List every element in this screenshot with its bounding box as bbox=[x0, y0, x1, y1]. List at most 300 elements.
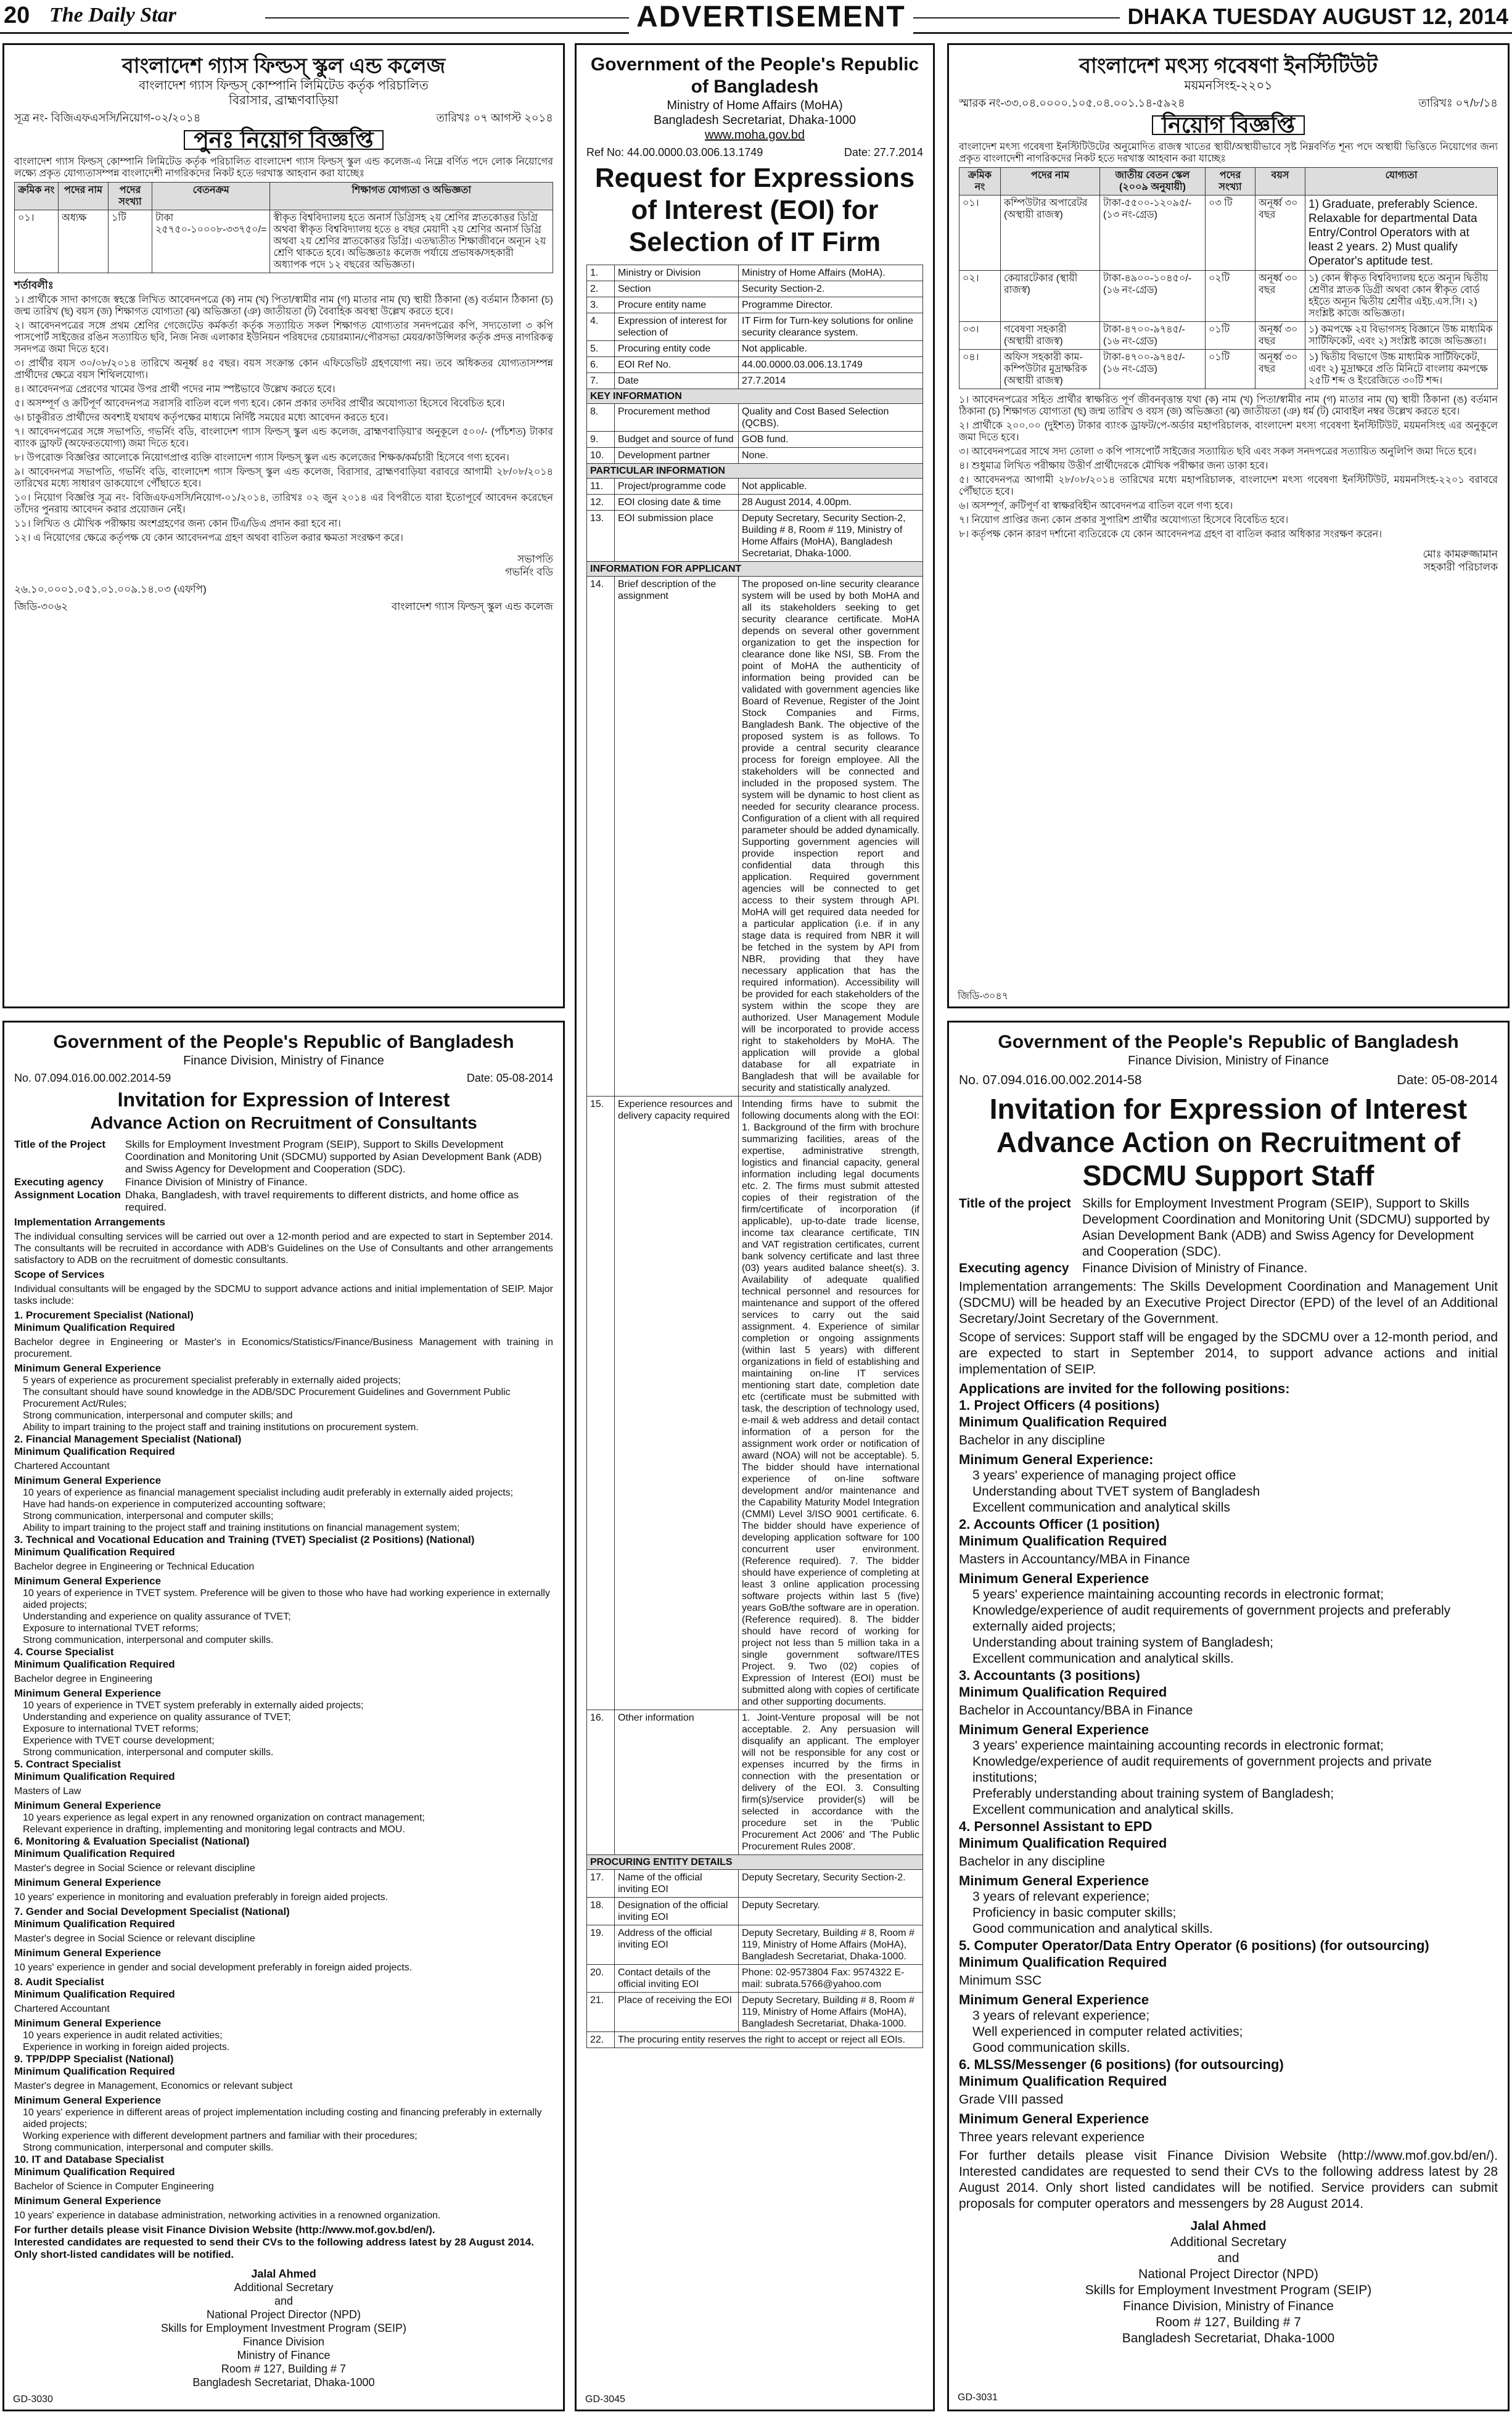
list-item: 10 years of experience as financial management specialist including audit preferably in externally aided projects; bbox=[23, 1488, 514, 1498]
list-item: Have had hands-on experience in computerized accounting software; bbox=[23, 1499, 326, 1510]
cell: EOI closing date & time bbox=[615, 495, 739, 511]
section-heading: Implementation Arrangements bbox=[14, 1216, 165, 1228]
ad-ref: স্মারক নং-৩৩.০৪.০০০০.১০৫.০৪.০০১.১৪-৫৯২৪ bbox=[959, 97, 1185, 109]
col-header: বয়স bbox=[1255, 168, 1305, 195]
cell: Programme Director. bbox=[739, 297, 923, 313]
col-header: পদের নাম bbox=[1001, 168, 1100, 195]
section-heading: Minimum General Experience bbox=[959, 1571, 1149, 1586]
cell: Date bbox=[615, 373, 739, 389]
section-heading: 1. Procurement Specialist (National) bbox=[14, 1309, 194, 1321]
section-heading: Minimum Qualification Required bbox=[959, 2073, 1167, 2089]
section-heading: Minimum General Experience bbox=[14, 1947, 162, 1959]
term-item: ২। প্রার্থীকে ২০০.০০ (দুইশত) টাকার ব্যাংক ড্রাফট/পে-অর্ডার মহাপরিচালক, বাংলাদেশ মৎস্য গবেষণা ইনস্টিটিউট, ময়মনসিংহ এর অনুকূলে জমা দিতে হবে। bbox=[959, 421, 1498, 443]
table-row bbox=[587, 357, 923, 373]
cell: ০৪। bbox=[959, 350, 1001, 389]
body-text: Bachelor of Science in Computer Engineering bbox=[14, 2181, 214, 2192]
table-row bbox=[587, 432, 923, 448]
cell: Procurement method bbox=[615, 404, 739, 432]
list-item: Strong communication, interpersonal and computer skills; and bbox=[23, 1410, 293, 1421]
section-heading: Minimum General Experience bbox=[959, 1873, 1149, 1888]
body-text: 10 years' experience in gender and social development preferably in foreign aided projects. bbox=[14, 1962, 413, 1973]
cell: ১) কোন স্বীকৃত বিশ্ববিদ্যালয় হতে অন্যূন দ্বিতীয় শ্রেণীর স্নাতক ডিগ্রী অথবা কোন স্বীকৃত বোর্ড হইতে অন্যূন দ্বিতীয় শ্রেণীর এইচ.এস.সি। ২) সংশ্লিষ্ট কাজে অভিজ্ঞতা। bbox=[1305, 271, 1498, 322]
table-row bbox=[587, 297, 923, 313]
section-heading: Minimum General Experience bbox=[959, 2111, 1149, 2126]
cell: 12. bbox=[587, 495, 615, 511]
col-header: ক্রমিক নং bbox=[959, 168, 1001, 195]
cell: ০৩। bbox=[959, 322, 1001, 350]
section-heading: Minimum General Experience bbox=[14, 2094, 162, 2106]
section-heading: Minimum General Experience bbox=[14, 1575, 162, 1587]
cell: 44.00.0000.03.006.13.1749 bbox=[739, 357, 923, 373]
body-text: Bachelor degree in Engineering or Master's in Economics/Statistics/Finance/Business Management with training in procurement. bbox=[14, 1337, 553, 1359]
body-text: 10 years' experience in monitoring and evaluation preferably in foreign aided projects. bbox=[14, 1892, 388, 1903]
section-heading: Minimum Qualification Required bbox=[959, 1954, 1167, 1970]
cell: GOB fund. bbox=[739, 432, 923, 448]
cell: Procuring entity code bbox=[615, 341, 739, 357]
signature-block bbox=[959, 2218, 1498, 2347]
page-number: 20 bbox=[4, 2, 30, 28]
body-text: The individual consulting services will be carried out over a 12-month period and are expected to start in September 2014. The consultants will be recruited in accordance with ADB's Guidelines on the Use of Consultants and other arrangements satisfactory to ADB on the recruitment of domestic consultants. bbox=[14, 1232, 553, 1266]
section-heading: Minimum General Experience bbox=[959, 1992, 1149, 2007]
col-header: যোগ্যতা bbox=[1305, 168, 1498, 195]
section-heading: 7. Gender and Social Development Specialist (National) bbox=[14, 1906, 290, 1917]
cell: ০৩ টি bbox=[1206, 195, 1255, 271]
gd-number: GD-3031 bbox=[958, 2392, 998, 2403]
body-text: Scope of services: Support staff will be engaged by the SDCMU over a 12-month period, and are expected to start in September 2014, to support advance actions and initial implementation of SEIP. bbox=[959, 1330, 1498, 1377]
cell: Brief description of the assignment bbox=[615, 577, 739, 1097]
ad-org: বাংলাদেশ মৎস্য গবেষণা ইনস্টিটিউট bbox=[1079, 54, 1378, 78]
term-item: ৩। প্রার্থীর বয়স ৩০/০৮/২০১৪ তারিখে অনূর্ধ্ব ৪৫ বছর। বয়স সংক্রান্ত কোন এফিডেভিট গ্রহণযোগ্য নয়। তবে অধিকতর যোগ্যতাসম্পন্ন প্রার্থীদের ক্ষেত্রে বয়স শিথিলযোগ্য। bbox=[14, 358, 553, 381]
cell: Deputy Secretary, Building # 8, Room # 119, Ministry of Home Affairs (MoHA), Bangladesh Secretariat, Dhaka-1000. bbox=[739, 1925, 923, 1965]
section-header: INFORMATION FOR APPLICANT bbox=[587, 562, 923, 577]
section-title: ADVERTISEMENT bbox=[629, 0, 913, 34]
section-heading: For further details please visit Finance Division Website (http://www.mof.gov.bd/en/). bbox=[14, 2224, 435, 2236]
body-text: For further details please visit Finance Division Website (http://www.mof.gov.bd/en/). Interested candidates are requested to send their CVs to the following address latest by 28 August 2014. Only short listed candidates will be notified. Service providers can submit proposals for computer operators and messengers by 28 August 2014. bbox=[959, 2149, 1498, 2211]
signature-line: Bangladesh Secretariat, Dhaka-1000 bbox=[192, 2376, 375, 2389]
list-item: Excellent communication and analytical skills. bbox=[972, 1803, 1234, 1817]
section-heading: Minimum General Experience bbox=[959, 1722, 1149, 1737]
section-heading: Interested candidates are requested to send their CVs to the following address latest by 28 August 2014. Only short-listed candidates will be notified. bbox=[14, 2236, 534, 2260]
table-row bbox=[587, 2032, 923, 2048]
cell: 6. bbox=[587, 357, 615, 373]
cell: ০২। bbox=[959, 271, 1001, 322]
ad-title: পুনঃ নিয়োগ বিজ্ঞপ্তি bbox=[184, 130, 383, 150]
section-heading: Applications are invited for the following positions: bbox=[959, 1381, 1290, 1396]
cell: 3. bbox=[587, 297, 615, 313]
terms-title: শর্তাবলীঃ bbox=[14, 279, 54, 291]
cell: অধ্যক্ষ bbox=[59, 210, 109, 273]
cell: 17. bbox=[587, 1870, 615, 1898]
cell: EOI submission place bbox=[615, 511, 739, 562]
cell: 4. bbox=[587, 313, 615, 341]
vacancy-table bbox=[959, 167, 1498, 389]
cell: ০১টি bbox=[1206, 350, 1255, 389]
section-heading: Minimum Qualification Required bbox=[14, 2166, 175, 2178]
section-heading: Minimum Qualification Required bbox=[14, 1848, 175, 1859]
section-heading: 5. Computer Operator/Data Entry Operator (6 positions) (for outsourcing) bbox=[959, 1938, 1429, 1953]
term-item: ১। আবেদনপত্রের সহিত প্রার্থীর স্বাক্ষরিত পূর্ণ জীবনবৃত্তান্ত যথা (ক) নাম (খ) পিতা/স্বামীর নাম (গ) মাতার নাম (ঘ) স্থায়ী ঠিকানা (ঙ) বর্তমান ঠিকানা (চ) শিক্ষাগত যোগ্যতা (ছ) জন্ম তারিখ ও বয়স (জ) অভিজ্ঞতা (ঝ) জাতীয়তা (ঞ) ধর্ম (ট) মোবাইল নম্বর উল্লেখ করতে হবে। bbox=[959, 395, 1498, 417]
table-row bbox=[959, 271, 1498, 322]
ad-moha-eoi bbox=[575, 43, 935, 2411]
list-item: 10 years' experience in different areas of project implementation including costing and financing preferably in externally aided projects; bbox=[23, 2107, 542, 2130]
ad-ministry: Ministry of Home Affairs (MoHA) bbox=[667, 99, 843, 112]
signature-line: Additional Secretary bbox=[234, 2281, 334, 2294]
list-item: Relevant experience in drafting, implementing and monitoring legal contracts and MOU. bbox=[23, 1824, 405, 1835]
table-row bbox=[587, 341, 923, 357]
list-item: Strong communication, interpersonal and computer skills. bbox=[23, 1635, 274, 1645]
cell: Not applicable. bbox=[739, 479, 923, 495]
section-heading: Minimum Qualification Required bbox=[14, 1322, 175, 1333]
ad-title: Invitation for Expression of Interest bbox=[117, 1089, 450, 1111]
signature-line: and bbox=[274, 2295, 294, 2307]
section-heading: Minimum Qualification Required bbox=[959, 1835, 1167, 1851]
cell: টাকা ২৫৭৫০-১০০০৮-৩৩৭৫০/= bbox=[152, 210, 270, 273]
body-text: Bachelor in any discipline bbox=[959, 1433, 1105, 1447]
table-row bbox=[587, 313, 923, 341]
ad-ref: Ref No: 44.00.0000.03.006.13.1749 bbox=[586, 146, 763, 158]
cell: 13. bbox=[587, 511, 615, 562]
ad-finance-consultants bbox=[2, 1021, 565, 2411]
term-item: ২। আবেদনপত্রের সঙ্গে প্রথম শ্রেণির গেজেটেড কর্মকর্তা কর্তৃক সত্যায়িত সকল শিক্ষাগত যোগ্যতার সনদপত্রের কপি, সদ্যতোলা ৩ কপি পাসপোর্ট সাইজের রঙিন সত্যায়িত ছবি, নিজ নিজ এলাকার ইউনিয়ন পরিষদের চেয়ারম্যান/পৌরসভা মেয়র/কাউন্সিলর কর্তৃক প্রদত্ত নাগরিকত্ব সনদপত্র জমা দিতে হবে। bbox=[14, 321, 553, 355]
section-header: PROCURING ENTITY DETAILS bbox=[587, 1855, 923, 1870]
list-item: Strong communication, interpersonal and computer skills; bbox=[23, 1511, 274, 1521]
section-heading: Minimum Qualification Required bbox=[959, 1533, 1167, 1549]
signature-line: Room # 127, Building # 7 bbox=[1156, 2315, 1301, 2329]
ad-gas-fields-school bbox=[2, 43, 565, 1008]
list-item: Good communication skills. bbox=[972, 2041, 1130, 2055]
cell: The proposed on-line security clearance system will be used by both MoHA and all its stakeholders seeking to get security clearance certificate. MoHA depends on several other government organization to get the inspection for clearance done like NSI, SB. From the point of MoHA the authenticity of information being provided can be validated with government agencies like Board of Revenue, Register of the Joint Stock Companies and Firms, Bangladesh Bank. The objective of the proposed system is as follows. To provide a central security clearance process for foreign employee. All the stakeholders will be connected and included in the proposed system. The system will be dynamic to host client as needed for security clearance process. Configuration of a client with all required parameter should be added dynamically. Supporting government agencies will provide inspection report and confidential data through this application. Required government agencies will be connected to get access to their system through API. MoHA will get required data needed for a particular application (i.e. if in any stage data is required from NBR it will be fetched in the system by API from NBR, providing that they have necessary application that has the required information). Accessibility will be provided for each stakeholders of the system within the scope they are authorized. User Management Module will be incorporated to provide access right to stakeholders by MoHA. The application will provide a global database for all expatriate in Bangladesh that will be available for security and statistically analyzed. bbox=[739, 577, 923, 1097]
body-text: Individual consultants will be engaged by the SDCMU to support advance actions and initial implementation of SEIP. Major tasks include: bbox=[14, 1284, 553, 1306]
cell: Name of the official inviting EOI bbox=[615, 1870, 739, 1898]
cell: 1. bbox=[587, 265, 615, 281]
cell: Expression of interest for selection of bbox=[615, 313, 739, 341]
cell: Place of receiving the EOI bbox=[615, 1993, 739, 2032]
table-row bbox=[15, 210, 553, 273]
cell: অনূর্ধ্ব ৩০ বছর bbox=[1255, 350, 1305, 389]
table-row bbox=[587, 1898, 923, 1925]
cell: 21. bbox=[587, 1993, 615, 2032]
col-header: জাতীয় বেতন স্কেল (২০০৯ অনুযায়ী) bbox=[1100, 168, 1206, 195]
list-item: Knowledge/experience of audit requirements of government projects and private institutions; bbox=[972, 1755, 1432, 1785]
body-text: Masters in Accountancy/MBA in Finance bbox=[959, 1552, 1190, 1566]
cell: ১টি bbox=[109, 210, 152, 273]
table-row bbox=[587, 1965, 923, 1993]
ad-subtitle: Advance Action on Recruitment of Consultants bbox=[90, 1113, 477, 1132]
cell: অনূর্ধ্ব ৩০ বছর bbox=[1255, 271, 1305, 322]
ad-ref: No. 07.094.016.00.002.2014-58 bbox=[959, 1073, 1142, 1087]
cell: 27.7.2014 bbox=[739, 373, 923, 389]
cell: 11. bbox=[587, 479, 615, 495]
kv-row: Assignment Location Dhaka, Bangladesh, with travel requirements to different districts, and home office as required. bbox=[14, 1189, 519, 1213]
body-text: Grade VIII passed bbox=[959, 2093, 1064, 2107]
cell: 10. bbox=[587, 448, 615, 464]
table-row bbox=[587, 404, 923, 432]
ad-location: ময়মনসিংহ-২২০১ bbox=[1184, 79, 1273, 93]
cell: ১) দ্বিতীয় বিভাগে উচ্চ মাধ্যমিক সার্টিফিকেট, এবং ২) মুদ্রাক্ষরে প্রতি মিনিটে বাংলায় কমপক্ষে ২৫টি শব্দ ও ইংরেজিতে ৩০টি শব্দ। bbox=[1305, 350, 1498, 389]
table-row bbox=[587, 1870, 923, 1898]
cell: Experience resources and delivery capacity required bbox=[615, 1097, 739, 1710]
ad-body bbox=[959, 1279, 1498, 2212]
ad-ref: সূত্র নং- বিজিএফএসসি/নিয়োগ-০২/২০১৪ bbox=[14, 112, 201, 124]
list-item: Ability to impart training to the project staff and training institutions on procurement system. bbox=[23, 1422, 419, 1433]
ad-title: নিয়োগ বিজ্ঞপ্তি bbox=[1152, 115, 1305, 135]
term-item: ৭। আবেদনপত্রের সঙ্গে সভাপতি, গভর্নিং বডি, বাংলাদেশ গ্যাস ফিল্ডস্ স্কুল এন্ড কলেজ, ব্রাহ্মণবাড়িয়া'র অনুকূলে ৫০০/- (পাঁচশত) টাকার ব্যাংক ড্রাফট (অফেরতযোগ্য) জমা দিতে হবে। bbox=[14, 427, 553, 449]
cell: টাকা-৪৯০০-১০৪৫০/- (১৬ নং-গ্রেড) bbox=[1100, 271, 1206, 322]
cell: 16. bbox=[587, 1710, 615, 1855]
cell: Development partner bbox=[615, 448, 739, 464]
cell: 28 August 2014, 4.00pm. bbox=[739, 495, 923, 511]
vacancy-table bbox=[14, 182, 553, 273]
ad-fisheries-institute bbox=[947, 43, 1510, 1008]
list-item: 3 years' experience of managing project office bbox=[972, 1468, 1236, 1483]
gd-number: জিডি-৩০৬২ bbox=[14, 601, 68, 612]
section-heading: Minimum General Experience bbox=[14, 1687, 162, 1699]
ad-date: Date: 05-08-2014 bbox=[466, 1072, 553, 1084]
cell: গবেষণা সহকারী (অস্থায়ী রাজস্ব) bbox=[1001, 322, 1100, 350]
list-item: 10 years experience in audit related activities; bbox=[23, 2030, 223, 2041]
cell: Security Section-2. bbox=[739, 281, 923, 297]
cell: 8. bbox=[587, 404, 615, 432]
signatory-role: সহকারী পরিচালক bbox=[1423, 561, 1498, 573]
cell: 7. bbox=[587, 373, 615, 389]
cell: ০২টি bbox=[1206, 271, 1255, 322]
gd-number: GD-3045 bbox=[585, 2394, 625, 2405]
section-heading: Minimum General Experience: bbox=[959, 1452, 1154, 1467]
issue-date: DHAKA TUESDAY AUGUST 12, 2014 bbox=[1120, 4, 1508, 30]
body-text: Bachelor in Accountancy/BBA in Finance bbox=[959, 1703, 1193, 1718]
ad-website-link[interactable]: www.moha.gov.bd bbox=[705, 128, 805, 142]
cell: IT Firm for Turn-key solutions for online security clearance system. bbox=[739, 313, 923, 341]
cell: Ministry or Division bbox=[615, 265, 739, 281]
signatory-role: সভাপতি bbox=[517, 553, 553, 565]
term-item: ১০। নিয়োগ বিজ্ঞপ্তি সূত্র নং- বিজিএফএসসি/নিয়োগ-০১/২০১৪, তারিখঃ ০২ জুন ২০১৪ এর বিপরীতে যারা ইতোপূর্বে আবেদন করেছেন তাঁদের পুনরায় আবেদন করার প্রয়োজন নেই। bbox=[14, 493, 553, 515]
section-heading: Minimum Qualification Required bbox=[14, 2065, 175, 2077]
body-text: Implementation arrangements: The Skills Development Coordination and Management Unit (SDCMU) will be headed by an Executive Project Director (EPD) of the level of an Additional Secretary/Joint Secretary of the Government. bbox=[959, 1280, 1498, 1326]
signature-line: Finance Division, Ministry of Finance bbox=[1123, 2299, 1334, 2313]
cell: টাকা-৪৭০০-৯৭৪৫/- (১৬ নং-গ্রেড) bbox=[1100, 322, 1206, 350]
list-item: Ability to impart training to the project staff and training institutions on financial management system; bbox=[23, 1523, 460, 1533]
col-header: বেতনক্রম bbox=[152, 183, 270, 210]
cell: 15. bbox=[587, 1097, 615, 1710]
list-item: Proficiency in basic computer skills; bbox=[972, 1906, 1177, 1920]
ad-ministry: Finance Division, Ministry of Finance bbox=[183, 1054, 384, 1068]
cell: Phone: 02-9573804 Fax: 9574322 E-mail: subrata.5766@yahoo.com bbox=[739, 1965, 923, 1993]
signature-block bbox=[14, 2267, 553, 2389]
list-item: 10 years experience as legal expert in any renowned organization on contract management; bbox=[23, 1813, 425, 1823]
term-item: ৫। অসম্পূর্ণ ও ক্রটিপূর্ণ আবেদনপত্র সরাসরি বাতিল বলে গণ্য হবে। কোন প্রকার তদবির প্রার্থীর অযোগ্যতা হিসেবে বিবেচিত হবে। bbox=[14, 398, 505, 409]
term-item: ১। প্রার্থীকে সাদা কাগজে স্বহস্তে লিখিত আবেদনপত্রে (ক) নাম (খ) পিতা/স্বামীর নাম (গ) মাতার নাম (ঘ) স্থায়ী ঠিকানা (ঙ) বর্তমান ঠিকানা (চ) জন্ম তারিখ (ছ) বয়স (জ) শিক্ষাগত যোগ্যতা (ঝ) অভিজ্ঞতা (ঞ) জাতীয়তা (ট) বৈবাহিক অবস্থা উল্লেখ করতে হবে। bbox=[14, 295, 553, 317]
ad-date: Date: 27.7.2014 bbox=[844, 146, 923, 158]
newspaper-logo: The Daily Star bbox=[49, 4, 176, 27]
cell: Intending firms have to submit the following documents along with the EOI: 1. Background of the firm with brochure summarizing facilities, areas of the expertise, administrative strength, logistics and financial capacity, general information including legal documents etc. 2. The firms must submit attested copies of their registration of the firm/certificate of incorporation (if applicable), up-to-date trade license, income tax clearance certificate, TIN and VAT registration certificates, current bank solvency certificate and last three (03) years audited balance sheet(s). 3. Availability of adequate qualified technical personnel and resources for maintenance and support of the offered services to carry out the said assignment. 4. Experience of similar completion or ongoing assignments (within last 5 years) with different organizations in field of establishing and maintaining on-line IT services mentioning start date, completion date etc (certificate must be submitted with task, the description of technology used, e-mail & web address and detail contact information of a person for the assignment work order or notification of award (NOA) will not be acceptable). 5. The bidder should have international experience of on-line software development and/or maintenance and the Capability Maturity Model Integration (CMMI) Level 3/ISO 9001 certificate. 6. The bidder should have experience of developing application software for 100 concurrent user environment. (Reference required). 7. The bidder should have experience of completing at least 3 online application processing software projects within last 5 (five) years GoB/the software are in operation. (Reference required). 8. The bidder should have record of working for project not less than 5 million taka in a single government software/ITES Project. 9. Two (02) copies of Expression of Interest (EOI) must be submitted along with copies of certificate and other supporting documents. bbox=[739, 1097, 923, 1710]
signature-line: National Project Director (NPD) bbox=[206, 2308, 361, 2321]
section-heading: 10. IT and Database Specialist bbox=[14, 2154, 164, 2165]
cell: ০১। bbox=[15, 210, 59, 273]
list-item: Strong communication, interpersonal and computer skills. bbox=[23, 2142, 274, 2153]
list-item: Working experience with different development partners and familiar with their procedures; bbox=[23, 2131, 417, 2141]
list-item: Preferably understanding about training system of Bangladesh; bbox=[972, 1787, 1334, 1801]
cell: 14. bbox=[587, 577, 615, 1097]
term-item: ৪। শুধুমাত্র লিখিত পরীক্ষায় উত্তীর্ণ প্রার্থীদেরকে মৌখিক পরীক্ষার জন্য ডাকা হবে। bbox=[959, 461, 1268, 471]
section-heading: 5. Contract Specialist bbox=[14, 1758, 121, 1770]
ad-gov: Government of the People's Republic of Bangladesh bbox=[53, 1032, 514, 1052]
list-item: Exposure to international TVET reforms; bbox=[23, 1623, 199, 1634]
ad-ministry: Finance Division, Ministry of Finance bbox=[1128, 1054, 1329, 1068]
list-item: Understanding about training system of Bangladesh; bbox=[972, 1636, 1273, 1650]
term-item: ৯। আবেদনপত্র সভাপতি, গভর্নিং বডি, বাংলাদেশ গ্যাস ফিল্ডস্ স্কুল এন্ড কলেজ, বিরাসার, ব্রাহ্মণবাড়িয়া বরাবরে আগামী ২৮/০৮/২০১৪ তারিখের মধ্যে সাধারণ ডাকযোগে পৌঁছাতে হবে। bbox=[14, 467, 553, 489]
section-heading: Minimum General Experience bbox=[14, 1475, 162, 1486]
ad-ref-number: ২৬.১০.০০০১.০৫১.০১.০০৯.১৪.০৩ (এফপি) bbox=[14, 583, 207, 595]
signature-line: Additional Secretary bbox=[1170, 2235, 1286, 2249]
section-heading: Minimum Qualification Required bbox=[14, 1771, 175, 1782]
section-heading: 3. Technical and Vocational Education and Training (TVET) Specialist (2 Positions) (National) bbox=[14, 1534, 475, 1545]
ad-intro: বাংলাদেশ গ্যাস ফিল্ডস্ কোম্পানি লিমিটেড কর্তৃক পরিচালিত বাংলাদেশ গ্যাস ফিল্ডস্ স্কুল এন্ড কলেজ-এ নিম্নে বর্ণিত পদে লোক নিয়োগের লক্ষ্যে প্রকৃত যোগ্যতাসম্পন্ন বাংলাদেশী নাগরিকদের নিকট হতে দরখাস্ত আহবান করা যাচ্ছেঃ bbox=[14, 157, 553, 179]
cell: Deputy Secretary, Security Section-2, Building # 8, Room # 119, Ministry of Home Affairs (MoHA), Bangladesh Secretariat, Dhaka-1000. bbox=[739, 511, 923, 562]
list-item: 3 years of relevant experience; bbox=[972, 1890, 1150, 1904]
body-text: Chartered Accountant bbox=[14, 2004, 110, 2014]
cell: ০১। bbox=[959, 195, 1001, 271]
section-heading: Minimum Qualification Required bbox=[959, 1684, 1167, 1700]
body-text: Master's degree in Social Science or relevant discipline bbox=[14, 1863, 255, 1874]
kv-row: Executing agency Finance Division of Ministry of Finance. bbox=[14, 1176, 308, 1188]
body-text: 10 years' experience in database administration, networking activities in a renowned organization. bbox=[14, 2210, 441, 2221]
list-item: The consultant should have sound knowledge in the ADB/SDC Procurement Guidelines and Government Public Procurement Act/Rules; bbox=[23, 1387, 511, 1409]
section-heading: Minimum Qualification Required bbox=[14, 1918, 175, 1930]
section-heading: Scope of Services bbox=[14, 1269, 105, 1280]
cell: ০১টি bbox=[1206, 322, 1255, 350]
table-row bbox=[587, 373, 923, 389]
list-item: Experience with TVET course development; bbox=[23, 1735, 215, 1746]
cell: 22. bbox=[587, 2032, 615, 2048]
ad-date: তারিখঃ ০৭ আগস্ট ২০১৪ bbox=[436, 112, 553, 124]
ad-date: তারিখঃ ০৭/৮/১৪ bbox=[1418, 97, 1498, 109]
ad-finance-support-staff bbox=[947, 1021, 1510, 2411]
kv-row: Executing agency Finance Division of Ministry of Finance. bbox=[959, 1261, 1308, 1275]
table-row bbox=[587, 495, 923, 511]
ad-ref: No. 07.094.016.00.002.2014-59 bbox=[14, 1072, 171, 1084]
list-item: Understanding about TVET system of Bangladesh bbox=[972, 1484, 1260, 1499]
signature-line: Skills for Employment Investment Program (SEIP) bbox=[160, 2322, 407, 2334]
list-item: Experience in working in foreign aided projects. bbox=[23, 2042, 230, 2052]
signatory-body: গভর্নিং বডি bbox=[505, 566, 553, 578]
table-row bbox=[587, 1993, 923, 2032]
list-item: Strong communication, interpersonal and computer skills. bbox=[23, 1747, 274, 1758]
list-item: Understanding and experience on quality assurance of TVET; bbox=[23, 1611, 291, 1622]
cell: কম্পিউটার অপারেটর (অস্থায়ী রাজস্ব) bbox=[1001, 195, 1100, 271]
section-heading: 2. Financial Management Specialist (National) bbox=[14, 1433, 242, 1445]
table-row bbox=[587, 577, 923, 1097]
body-text: Minimum SSC bbox=[959, 1973, 1042, 1988]
cell: ১) কমপক্ষে ২য় বিভাগসহ বিজ্ঞানে উচ্চ মাধ্যমিক সার্টিফিকেট, এবং ২) সংশ্লিষ্ট কাজে অভিজ্ঞতা। bbox=[1305, 322, 1498, 350]
section-heading: 2. Accounts Officer (1 position) bbox=[959, 1517, 1160, 1532]
section-heading: Minimum Qualification Required bbox=[14, 1658, 175, 1670]
list-item: 5 years' experience maintaining accounting records in electronic format; bbox=[972, 1587, 1384, 1602]
list-item: 5 years of experience as procurement specialist preferably in externally aided projects; bbox=[23, 1375, 401, 1386]
ad-org: বাংলাদেশ গ্যাস ফিল্ডস্ স্কুল এন্ড কলেজ bbox=[121, 54, 446, 78]
signature-line: Jalal Ahmed bbox=[251, 2268, 316, 2280]
list-item: 3 years' experience maintaining accounting records in electronic format; bbox=[972, 1739, 1384, 1753]
list-item: Understanding and experience on quality assurance of TVET; bbox=[23, 1712, 291, 1722]
col-header: পদের নাম bbox=[59, 183, 109, 210]
list-item: Good communication and analytical skills. bbox=[972, 1922, 1213, 1936]
cell: টাকা-৫৫০০-১২০৯৫/- (১৩ নং-গ্রেড) bbox=[1100, 195, 1206, 271]
section-heading: Minimum General Experience bbox=[14, 1362, 162, 1374]
section-heading: 6. MLSS/Messenger (6 positions) (for outsourcing) bbox=[959, 2057, 1284, 2072]
ad-body bbox=[14, 1216, 553, 2261]
body-text: Chartered Accountant bbox=[14, 1461, 110, 1471]
table-row bbox=[587, 479, 923, 495]
section-heading: Minimum General Experience bbox=[14, 2195, 162, 2207]
cell: Address of the official inviting EOI bbox=[615, 1925, 739, 1965]
section-heading: 4. Course Specialist bbox=[14, 1646, 114, 1658]
cell: Designation of the official inviting EOI bbox=[615, 1898, 739, 1925]
ad-title: Request for Expressions of Interest (EOI) for Selection of IT Firm bbox=[594, 163, 915, 257]
cell: EOI Ref No. bbox=[615, 357, 739, 373]
section-heading: 3. Accountants (3 positions) bbox=[959, 1668, 1140, 1683]
section-heading: 8. Audit Specialist bbox=[14, 1976, 104, 1988]
list-item: Excellent communication and analytical skills bbox=[972, 1500, 1230, 1515]
cell: Quality and Cost Based Selection (QCBS). bbox=[739, 404, 923, 432]
section-heading: 9. TPP/DPP Specialist (National) bbox=[14, 2053, 174, 2065]
signatory-org: বাংলাদেশ গ্যাস ফিল্ডস্ স্কুল এন্ড কলেজ bbox=[391, 601, 553, 612]
col-header: ক্রমিক নং bbox=[15, 183, 59, 210]
cell: 2. bbox=[587, 281, 615, 297]
eoi-table bbox=[586, 265, 923, 2048]
list-item: Well experienced in computer related activities; bbox=[972, 2025, 1243, 2039]
section-heading: 1. Project Officers (4 positions) bbox=[959, 1397, 1160, 1413]
body-text: Masters of Law bbox=[14, 1786, 81, 1796]
ad-gov: Government of the People's Republic of Bangladesh bbox=[590, 54, 919, 97]
list-item: 10 years of experience in TVET system preferably in externally aided projects; bbox=[23, 1700, 364, 1711]
cell: অনূর্ধ্ব ৩০ বছর bbox=[1255, 322, 1305, 350]
cell: The procuring entity reserves the right to accept or reject all EOIs. bbox=[615, 2032, 923, 2048]
signature-line: Skills for Employment Investment Program (SEIP) bbox=[1085, 2283, 1372, 2297]
ad-gov: Government of the People's Republic of Bangladesh bbox=[998, 1032, 1459, 1052]
section-heading: Minimum General Experience bbox=[14, 1877, 162, 1888]
kv-row: Title of the Project Skills for Employment Investment Program (SEIP), Support to Skills Development Coordination and Monitoring Unit (SDCMU) supported by Asian Development Bank (ADB) and Swiss Agency for Development and Cooperation (SDC). bbox=[14, 1138, 542, 1175]
table-row bbox=[587, 1710, 923, 1855]
list-item: 3 years of relevant experience; bbox=[972, 2009, 1150, 2023]
term-item: ৮। উপরোক্ত বিজ্ঞপ্তির আলোকে নিয়োগপ্রাপ্ত ব্যক্তি বাংলাদেশ গ্যাস ফিল্ডস্ স্কুল এন্ড কলেজের শিক্ষক/কর্মচারী হিসেবে গণ্য হবেন। bbox=[14, 453, 509, 463]
section-header: KEY INFORMATION bbox=[587, 389, 923, 404]
section-heading: Minimum General Experience bbox=[14, 2017, 162, 2029]
cell: Procure entity name bbox=[615, 297, 739, 313]
body-text: Three years relevant experience bbox=[959, 2130, 1145, 2144]
table-row bbox=[959, 350, 1498, 389]
ad-address: Bangladesh Secretariat, Dhaka-1000 bbox=[654, 113, 856, 127]
term-item: ১২। এ নিয়োগের ক্ষেত্রে কর্তৃপক্ষ যে কোন আবেদনপত্র গ্রহণ অথবা বাতিল করার ক্ষমতা সংরক্ষণ করে। bbox=[14, 533, 403, 543]
cell: 19. bbox=[587, 1925, 615, 1965]
body-text: Bachelor in any discipline bbox=[959, 1854, 1105, 1869]
gd-number: জিডি-৩০৪৭ bbox=[958, 991, 1009, 1002]
kv-row: Title of the project Skills for Employment Investment Program (SEIP), Support to Skills Development Coordination and Monitoring Unit (SDCMU) supported by Asian Development Bank (ADB) and Swiss Agency for Development and Cooperation (SDC). bbox=[959, 1196, 1490, 1259]
cell: 5. bbox=[587, 341, 615, 357]
section-heading: Minimum Qualification Required bbox=[14, 1446, 175, 1457]
section-heading: Minimum General Experience bbox=[14, 1800, 162, 1811]
col-header: পদের সংখ্যা bbox=[1206, 168, 1255, 195]
cell: অনূর্ধ্ব ৩০ বছর bbox=[1255, 195, 1305, 271]
col-header: শিক্ষাগত যোগ্যতা ও অভিজ্ঞতা bbox=[270, 183, 553, 210]
table-row bbox=[587, 448, 923, 464]
cell: Deputy Secretary. bbox=[739, 1898, 923, 1925]
cell: 1. Joint-Venture proposal will be not acceptable. 2. Any persuasion will disqualify an applicant. The employer will not be responsible for any cost or expenses incurred by the firms in connection with the presentation or delivery of the EOI. 3. Consulting firm(s)/service provider(s) will be selected in accordance with the procedure set in the 'Public Procurement Act 2006' and 'The Public Procurement Rules 2008'. bbox=[739, 1710, 923, 1855]
cell: Deputy Secretary, Security Section-2. bbox=[739, 1870, 923, 1898]
list-item: 10 years of experience in TVET system. Preference will be given to those who have had working experience in externally aided projects; bbox=[23, 1588, 550, 1610]
list-item: Knowledge/experience of audit requirements of government projects and preferably externally aided projects; bbox=[972, 1603, 1451, 1634]
body-text: Master's degree in Social Science or relevant discipline bbox=[14, 1933, 255, 1944]
col-header: পদের সংখ্যা bbox=[109, 183, 152, 210]
signatory-name: মোঃ কামরুজ্জামান bbox=[1423, 548, 1498, 560]
